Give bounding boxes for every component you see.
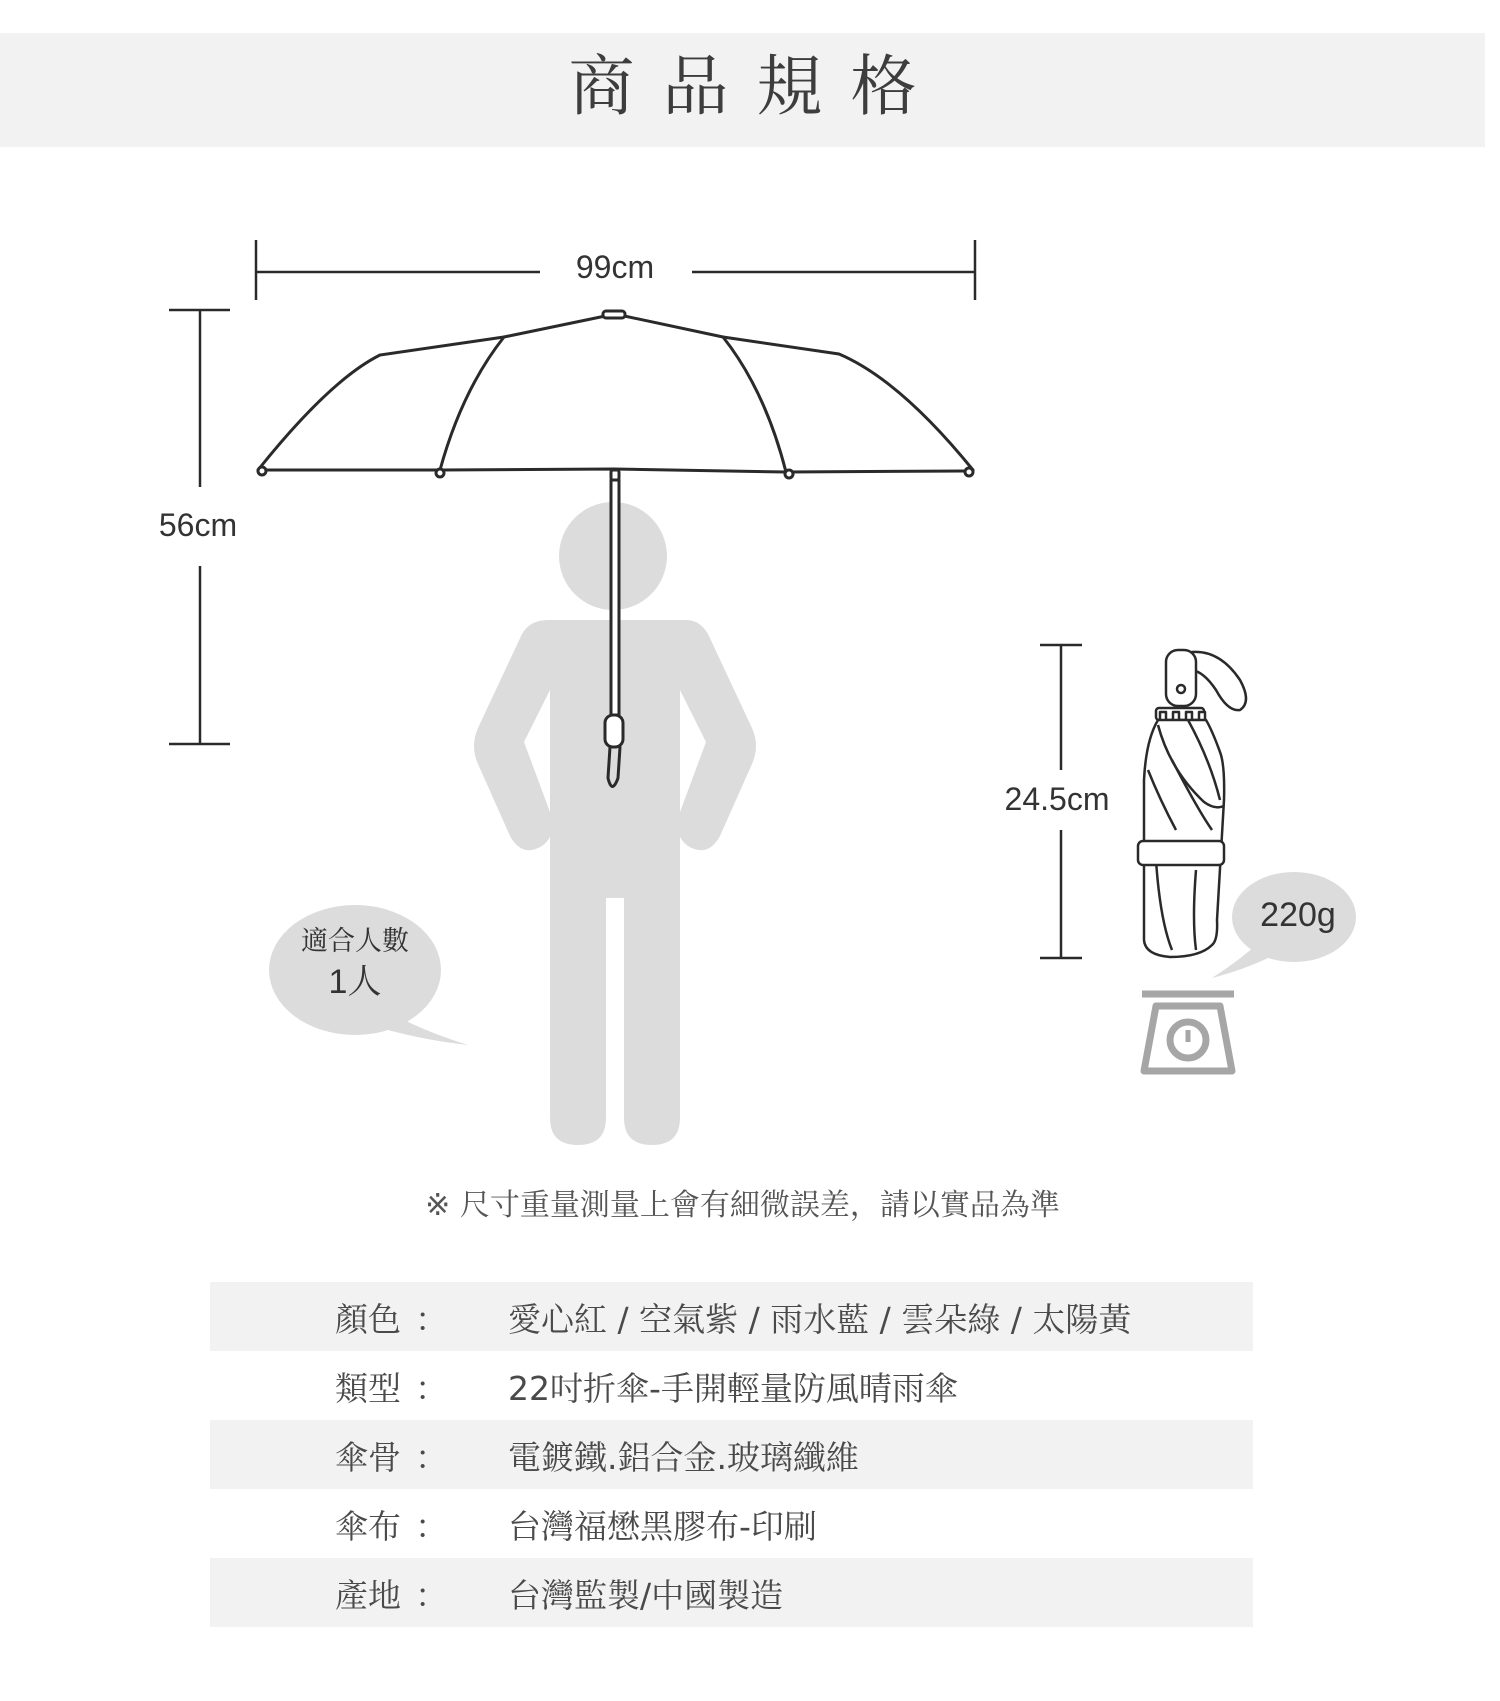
page-title: 商品規格 <box>568 48 945 125</box>
measurement-note: ※ 尺寸重量測量上會有細微誤差，請以實品為準 <box>425 1188 1060 1223</box>
spec-row-color <box>210 1282 1253 1351</box>
capacity-value: 1人 <box>328 963 382 1001</box>
spec-label: 顏色 <box>335 1300 401 1339</box>
spec-value: 22吋折傘-手開輕量防風晴雨傘 <box>508 1369 958 1408</box>
spec-value: 電鍍鐵.鋁合金.玻璃纖維 <box>508 1438 859 1477</box>
spec-label: 類型 <box>335 1369 401 1408</box>
spec-row-type <box>210 1351 1253 1420</box>
weight-label: 220g <box>1260 896 1336 934</box>
folded-length-label: 24.5cm <box>1004 781 1110 817</box>
spec-table <box>210 1282 1253 1627</box>
spec-row-origin <box>210 1558 1253 1627</box>
spec-colon: ： <box>415 1438 448 1477</box>
spec-row-fabric <box>210 1489 1253 1558</box>
spec-value: 台灣福懋黑膠布-印刷 <box>508 1507 817 1546</box>
height-label: 56cm <box>158 507 238 543</box>
spec-value: 愛心紅 / 空氣紫 / 雨水藍 / 雲朵綠 / 太陽黃 <box>508 1300 1132 1339</box>
folded-umbrella-icon <box>1138 650 1246 957</box>
spec-colon: ： <box>415 1369 448 1408</box>
scale-icon <box>1142 994 1234 1071</box>
capacity-title: 適合人數 <box>301 926 409 956</box>
spec-colon: ： <box>415 1576 448 1615</box>
spec-label: 傘布 <box>335 1507 401 1546</box>
spec-row-frame <box>210 1420 1253 1489</box>
spec-colon: ： <box>415 1300 448 1339</box>
width-label: 99cm <box>575 249 655 285</box>
spec-value: 台灣監製/中國製造 <box>508 1576 784 1615</box>
umbrella-open-icon <box>258 311 973 787</box>
spec-label: 產地 <box>335 1576 401 1615</box>
spec-label: 傘骨 <box>335 1438 401 1477</box>
spec-colon: ： <box>415 1507 448 1546</box>
